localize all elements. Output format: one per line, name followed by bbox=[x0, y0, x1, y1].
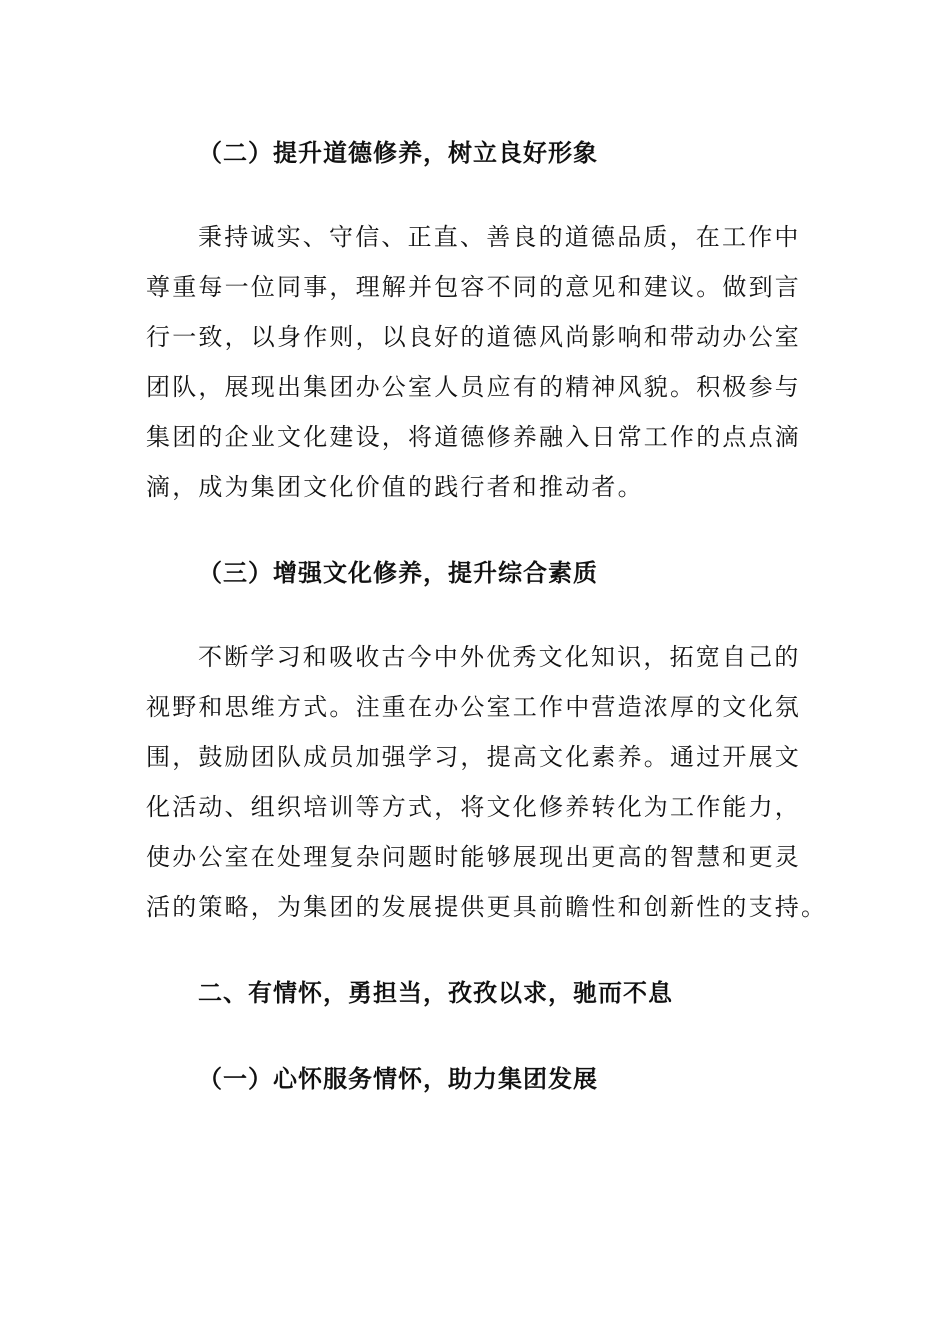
paragraph-line: 团队，展现出集团办公室人员应有的精神风貌。积极参与 bbox=[146, 373, 801, 401]
paragraph-line: 使办公室在处理复杂问题时能够展现出更高的智慧和更灵 bbox=[146, 843, 801, 871]
paragraph-line: 尊重每一位同事，理解并包容不同的意见和建议。做到言 bbox=[146, 273, 801, 301]
paragraph-line: 围，鼓励团队成员加强学习，提高文化素养。通过开展文 bbox=[146, 743, 801, 771]
paragraph-line: 不断学习和吸收古今中外优秀文化知识，拓宽自己的 bbox=[198, 643, 801, 671]
paragraph-line: 秉持诚实、守信、正直、善良的道德品质，在工作中 bbox=[198, 223, 801, 251]
paragraph-line: 行一致，以身作则，以良好的道德风尚影响和带动办公室 bbox=[146, 323, 801, 351]
heading-moral-cultivation: （二）提升道德修养，树立良好形象 bbox=[198, 139, 598, 167]
paragraph-line: 化活动、组织培训等方式，将文化修养转化为工作能力， bbox=[146, 793, 801, 821]
paragraph-moral-cultivation bbox=[146, 212, 810, 512]
heading-service-passion: （一）心怀服务情怀，助力集团发展 bbox=[198, 1065, 598, 1093]
paragraph-line: 滴，成为集团文化价值的践行者和推动者。 bbox=[146, 473, 644, 501]
paragraph-line: 视野和思维方式。注重在办公室工作中营造浓厚的文化氛 bbox=[146, 693, 801, 721]
paragraph-cultural-cultivation bbox=[146, 632, 828, 932]
section-heading-two: 二、有情怀，勇担当，孜孜以求，驰而不息 bbox=[198, 979, 673, 1007]
paragraph-line: 活的策略，为集团的发展提供更具前瞻性和创新性的支持。 bbox=[146, 893, 828, 921]
heading-cultural-cultivation: （三）增强文化修养，提升综合素质 bbox=[198, 559, 598, 587]
paragraph-line: 集团的企业文化建设，将道德修养融入日常工作的点点滴 bbox=[146, 423, 801, 451]
